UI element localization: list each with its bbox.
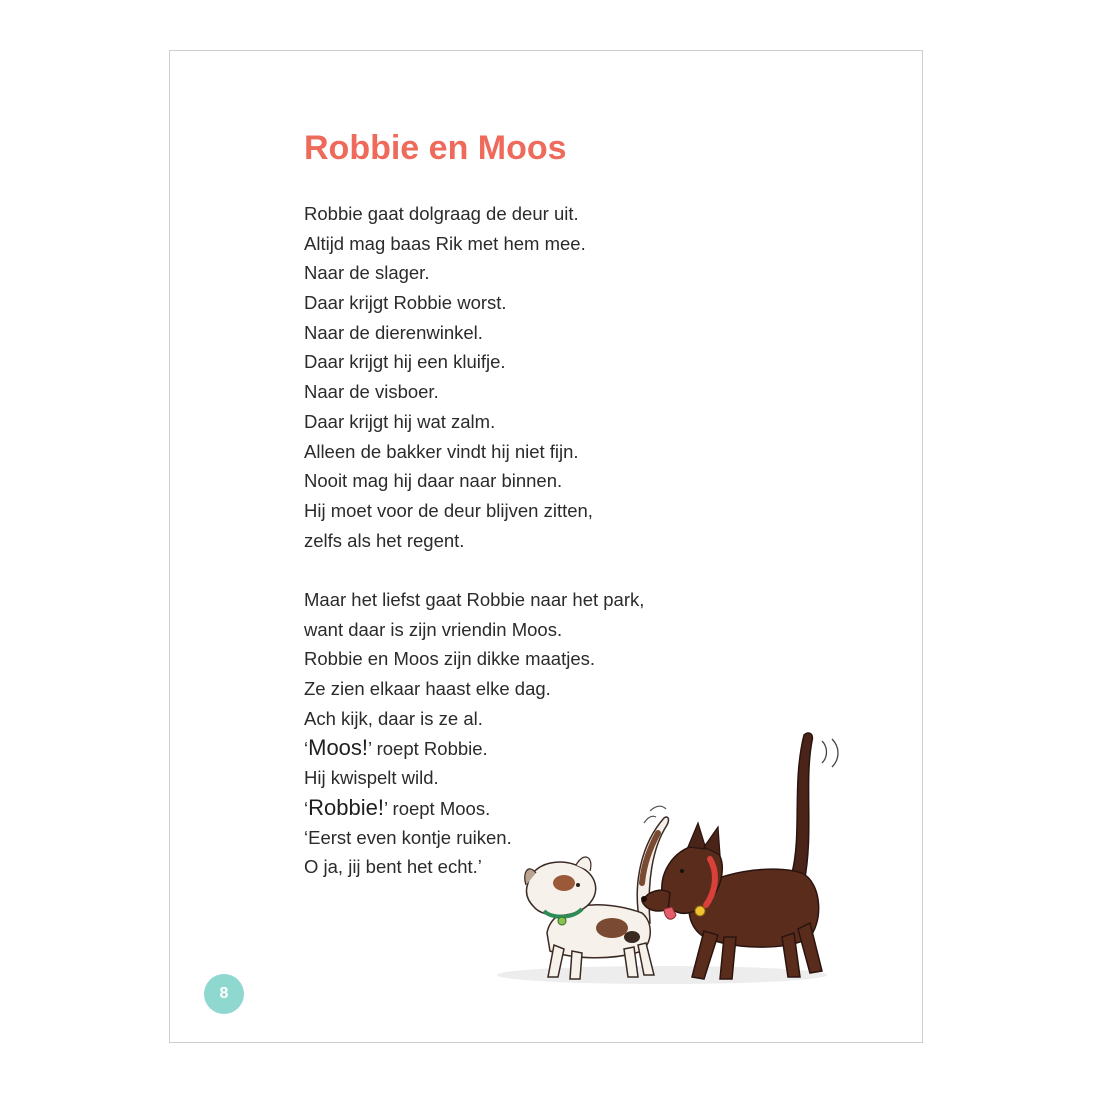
- text-line: zelfs als het regent.: [304, 529, 465, 551]
- text-line: ‘Eerst even kontje ruiken.: [304, 826, 512, 848]
- text-line: Naar de dierenwinkel.: [304, 321, 483, 343]
- text-line: Ach kijk, daar is ze al.: [304, 707, 483, 729]
- text-line: Hij kwispelt wild.: [304, 767, 439, 789]
- text-line: Ze zien elkaar haast elke dag.: [304, 678, 551, 700]
- book-page: [169, 50, 923, 1043]
- text-line: Altijd mag baas Rik met hem mee.: [304, 232, 586, 254]
- text-line: Robbie gaat dolgraag de deur uit.: [304, 203, 579, 224]
- open-quote: ‘: [304, 797, 309, 819]
- text-line: Naar de slager.: [304, 262, 430, 284]
- text-line: Hij moet voor de deur blijven zitten,: [304, 499, 593, 521]
- text-line: Daar krijgt hij een kluifje.: [304, 351, 506, 373]
- text-line: Daar krijgt hij wat zalm.: [304, 410, 496, 432]
- text-line: want daar is zijn vriendin Moos.: [304, 618, 563, 640]
- text-line: Nooit mag hij daar naar binnen.: [304, 470, 563, 492]
- text-line: Daar krijgt Robbie worst.: [304, 292, 507, 314]
- stanza-1: [304, 199, 593, 555]
- text-line: Robbie en Moos zijn dikke maatjes.: [304, 648, 596, 670]
- text-line: Naar de visboer.: [304, 381, 439, 403]
- text-line: Alleen de bakker vindt hij niet fijn.: [304, 440, 579, 462]
- text-line: Maar het liefst gaat Robbie naar het park,: [304, 589, 645, 610]
- shout-word: Moos!: [308, 735, 369, 761]
- dogs-illustration: [492, 723, 852, 991]
- page-title: Robbie en Moos: [304, 129, 567, 167]
- shout-word: Robbie!: [308, 794, 384, 820]
- page-number-badge: 8: [204, 974, 244, 1014]
- text-line: O ja, jij bent het echt.’: [304, 856, 482, 878]
- open-quote: ‘: [304, 738, 309, 760]
- line-rest: ’ roept Robbie.: [368, 738, 488, 760]
- big-dog-figure: [641, 733, 822, 979]
- line-rest: ’ roept Moos.: [383, 797, 491, 819]
